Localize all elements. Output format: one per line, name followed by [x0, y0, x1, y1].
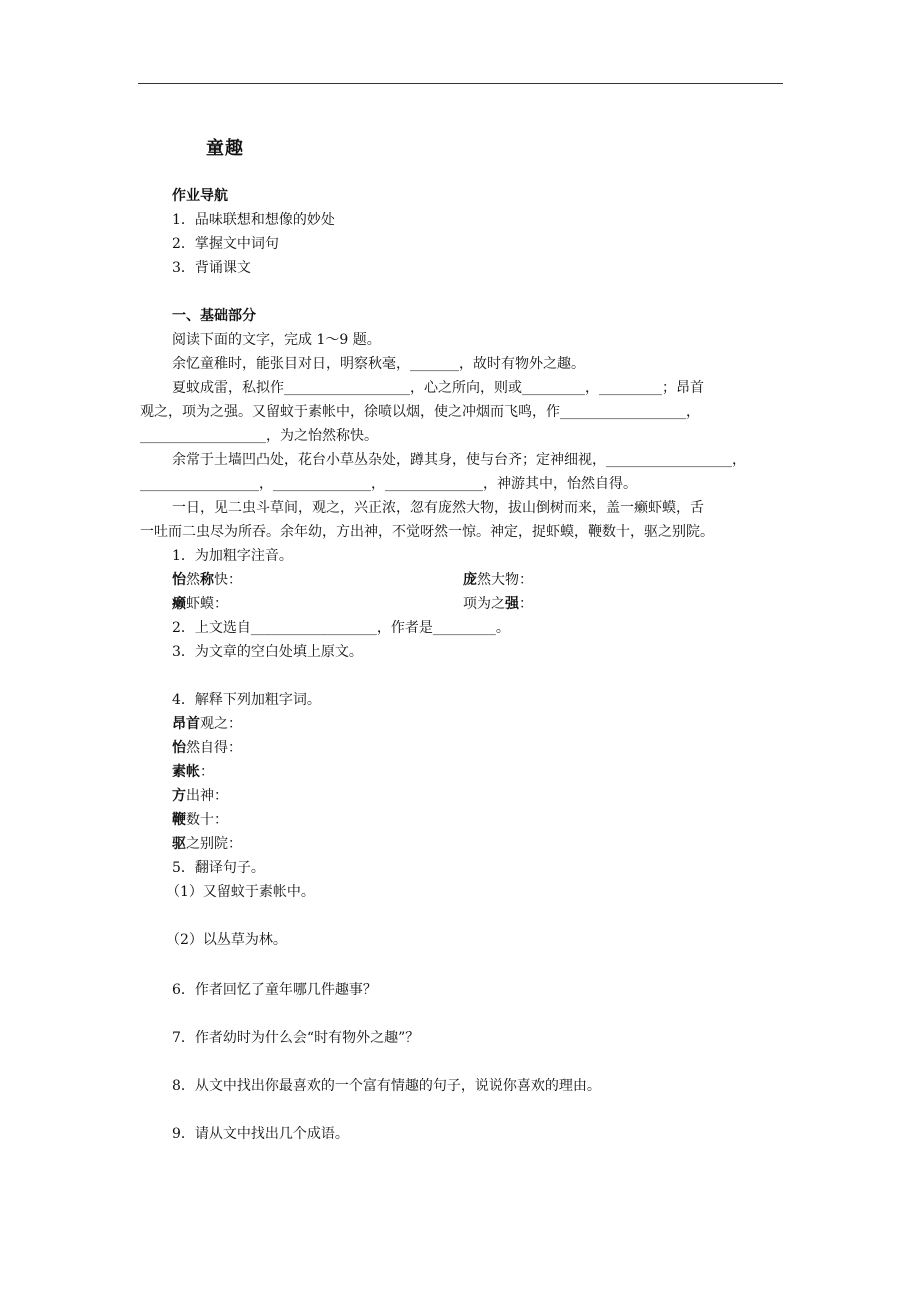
question-1: 1．为加粗字注音。: [172, 548, 293, 564]
plain-text: 快：: [214, 572, 242, 588]
q1-item-2: [463, 570, 533, 590]
passage-p4-line2: 一吐而二虫尽为所吞。余年幼，方出神，不觉呀然一惊。神定，捉虾蟆，鞭数十，驱之别院。: [140, 524, 714, 540]
intro-text: 阅读下面的文字，完成 1～9 题。: [172, 332, 381, 348]
bold-char: 癞: [172, 596, 186, 612]
bold-char: 强: [505, 596, 519, 612]
passage-p2-line2: 观之，项为之强。又留蚊于素帐中，徐喷以烟，使之冲烟而飞鸣，作__________________，: [140, 404, 700, 420]
q4-item-4: [172, 786, 228, 806]
question-5-1: （1）又留蚊于素帐中。: [166, 884, 315, 900]
plain-text: 虾蟆：: [186, 596, 228, 612]
nav-item-1: 1．品味联想和想像的妙处: [172, 212, 335, 228]
q4-item-3: [172, 762, 214, 782]
q4-item-6: [172, 834, 242, 854]
q1-item-1: [172, 570, 242, 590]
nav-item-3: 3．背诵课文: [172, 260, 251, 276]
plain-text: 数十：: [186, 812, 228, 828]
plain-text: ：: [519, 596, 533, 612]
plain-text: 项为之: [463, 596, 505, 612]
plain-text: 然: [186, 572, 200, 588]
passage-p3-line2: _________________，______________，______________，神游其中，怡然自得。: [140, 476, 637, 492]
section-heading: 一、基础部分: [172, 308, 256, 324]
passage-p1: 余忆童稚时，能张目对日，明察秋毫，_______，故时有物外之趣。: [172, 356, 585, 372]
question-2: 2．上文选自__________________，作者是_________。: [172, 620, 510, 636]
passage-p2-line3: __________________，为之怡然称快。: [140, 428, 378, 444]
q1-item-4: [463, 594, 533, 614]
plain-text: 出神：: [186, 788, 228, 804]
bold-char: 称: [200, 572, 214, 588]
passage-p3-line1: 余常于土墙凹凸处，花台小草丛杂处，蹲其身，使与台齐；定神细视，__________________，: [172, 452, 746, 468]
question-8: 8．从文中找出你最喜欢的一个富有情趣的句子，说说你喜欢的理由。: [172, 1078, 601, 1094]
passage-p4-line1: 一日，见二虫斗草间，观之，兴正浓，忽有庞然大物，拔山倒树而来，盖一癞虾蟆，舌: [172, 500, 704, 516]
bold-word: 昂首: [172, 716, 200, 732]
question-7: 7．作者幼时为什么会“时有物外之趣”？: [172, 1030, 420, 1046]
question-5-2: （2）以丛草为林。: [166, 932, 287, 948]
header-rule: [138, 83, 783, 84]
nav-item-2: 2．掌握文中词句: [172, 236, 279, 252]
q4-item-5: [172, 810, 228, 830]
plain-text: ：: [200, 764, 214, 780]
question-5: 5．翻译句子。: [172, 860, 265, 876]
bold-word: 鞭: [172, 812, 186, 828]
question-6: 6．作者回忆了童年哪几件趣事？: [172, 982, 377, 998]
bold-word: 怡: [172, 740, 186, 756]
plain-text: 之别院：: [186, 836, 242, 852]
bold-char: 庞: [463, 572, 477, 588]
bold-word: 素帐: [172, 764, 200, 780]
plain-text: 然自得：: [186, 740, 242, 756]
bold-char: 怡: [172, 572, 186, 588]
nav-heading: 作业导航: [172, 188, 228, 204]
page-title: 童趣: [206, 138, 244, 159]
plain-text: 然大物：: [477, 572, 533, 588]
question-9: 9．请从文中找出几个成语。: [172, 1126, 349, 1142]
q4-item-1: [172, 714, 242, 734]
passage-p2-line1: 夏蚊成雷，私拟作__________________，心之所向，则或_________，_________；昂首: [172, 380, 704, 396]
plain-text: 观之：: [200, 716, 242, 732]
question-4: 4．解释下列加粗字词。: [172, 692, 321, 708]
question-3: 3．为文章的空白处填上原文。: [172, 644, 363, 660]
q4-item-2: [172, 738, 242, 758]
bold-word: 驱: [172, 836, 186, 852]
q1-item-3: [172, 594, 228, 614]
bold-word: 方: [172, 788, 186, 804]
